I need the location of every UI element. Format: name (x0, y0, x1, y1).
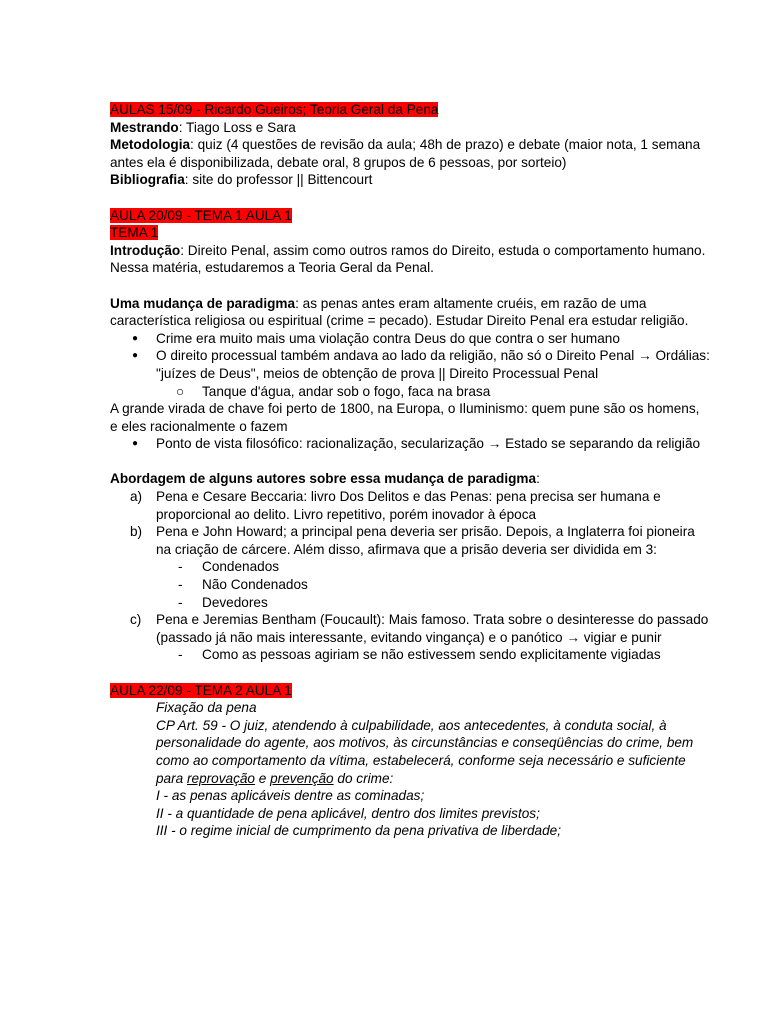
list-item (110, 523, 710, 611)
introducao-text: : Direito Penal, assim como outros ramos do Direito, estuda o comportamento humano. (180, 242, 706, 258)
introducao-label: Introdução (110, 242, 181, 258)
bibliografia-text: : site do professor || Bittencourt (184, 172, 373, 188)
metodologia-paragraph (110, 136, 710, 171)
list-item (110, 611, 710, 664)
item-marker: b) (130, 524, 143, 540)
bibliografia-label: Bibliografia (110, 172, 185, 188)
bullet-list (110, 330, 710, 383)
red-highlight: TEMA 1 (110, 225, 159, 241)
mestrando-text: : Tiago Loss e Sara (178, 119, 296, 135)
red-highlight: AULAS 15/09 - Ricardo Gueiros; Teoria Geral da Pena (110, 102, 439, 117)
list-item (110, 488, 710, 523)
metodologia-text: : quiz (4 questões de revisão da aula; 48h de prazo) e debate (maior nota, 1 semana antes ela é disponibilizada, debate oral, 8 grupos de 6 pessoas, por sorteio) (110, 137, 701, 170)
paradigma-text: : as penas antes eram altamente cruéis, em razão de uma característica religiosa ou espiritual (crime = pecado). Estudar Direito Penal era estudar religião. (110, 295, 689, 329)
blank-line (110, 277, 710, 295)
heading-aula-22-09 (110, 682, 710, 700)
bullet-list (110, 435, 710, 453)
item-marker: a) (130, 489, 143, 505)
item-row (110, 523, 710, 558)
dash-list (110, 646, 710, 664)
cp-art-59 (110, 717, 710, 787)
teoria-line: Nessa matéria, estudaremos a Teoria Geral da Penal. (110, 260, 434, 276)
list-item: - Como as pessoas agiriam se não estivessem sendo explicitamente vigiadas (110, 646, 710, 664)
underlined-prevencao: prevenção (270, 770, 334, 786)
bibliografia-line (110, 171, 710, 189)
metodologia-label: Metodologia (110, 137, 191, 153)
mestrando-label: Mestrando (110, 119, 179, 135)
red-highlight: AULA 22/09 - TEMA 2 AULA 1 (110, 682, 292, 698)
colon: : (536, 471, 540, 487)
mestrando-line (110, 119, 710, 137)
author-list (110, 488, 710, 664)
art-text: do crime: (333, 770, 394, 786)
introducao-paragraph (110, 242, 710, 260)
blank-line (110, 189, 710, 207)
list-item: ○ Tanque d'água, andar sob o fogo, faca na brasa (110, 383, 710, 401)
virada-paragraph: A grande virada de chave foi perto de 1800, na Europa, o Iluminismo: quem pune são os homens, e eles racionalmente o fazem (110, 401, 700, 434)
item-text: Pena e John Howard; a principal pena deveria ser prisão. Depois, a Inglaterra foi pioneira na criação de cárcere. Além disso, afirmava que a prisão deveria ser dividida em 3: (156, 524, 695, 557)
blank-line (110, 664, 710, 682)
item-marker: c) (130, 612, 142, 628)
heading-aulas-15-09 (110, 101, 710, 119)
dash-list (110, 558, 710, 611)
inciso-line: II - a quantidade de pena aplicável, dentro dos limites previstos; (156, 805, 540, 821)
list-item: ● Crime era muito mais uma violação contra Deus do que contra o ser humano (110, 330, 710, 348)
red-highlight: AULA 20/09 - TEMA 1 AULA 1 (110, 207, 292, 223)
list-item: - Devedores (110, 594, 710, 612)
underlined-reprovacao: reprovação (186, 770, 255, 786)
item-text: Pena e Cesare Beccaria: livro Dos Delitos e das Penas: pena precisa ser humana e proporcional ao delito. Livro repetitivo, porém inovador à época (156, 489, 661, 522)
art-text: e (255, 770, 271, 786)
item-row (110, 611, 710, 646)
list-item: ● Ponto de vista filosófico: racionalização, secularização → Estado se separando da religião (110, 435, 710, 453)
paradigma-paragraph (110, 295, 710, 330)
list-item: - Condenados (110, 558, 710, 576)
subheading-tema-1 (110, 224, 710, 242)
abordagem-label: Abordagem de alguns autores sobre essa mudança de paradigma (110, 471, 537, 487)
blank-line (110, 453, 710, 471)
paradigma-label: Uma mudança de paradigma (110, 295, 296, 311)
document-body (110, 101, 710, 840)
list-item: - Não Condenados (110, 576, 710, 594)
heading-aula-20-09 (110, 207, 710, 225)
inciso-line: I - as penas aplicáveis dentre as cominadas; (156, 788, 425, 804)
sub-bullet-list (110, 383, 710, 401)
art-text: CP Art. 59 - O juiz, atendendo à culpabilidade, aos antecedentes, à conduta social, à personalidade do agente, aos motivos, às circunstâncias e conseqüências do crime, bem como ao comportamento da vítima, estabelecerá, conforme seja necessário e suficiente para (156, 717, 694, 786)
item-text: Pena e Jeremias Bentham (Foucault): Mais famoso. Trata sobre o desinteresse do passado (passado já não mais interessante, evitando vingança) e o panótico → vigiar e punir (156, 612, 709, 645)
fixacao-title: Fixação da pena (156, 700, 257, 716)
abordagem-heading (110, 470, 710, 488)
inciso-line: III - o regime inicial de cumprimento da pena privativa de liberdade; (156, 823, 562, 839)
list-item: ● O direito processual também andava ao lado da religião, não só o Direito Penal → Ordálias: "juízes de Deus", meios de obtenção de prova || Direito Processual Penal (110, 347, 710, 382)
item-row (110, 488, 710, 523)
